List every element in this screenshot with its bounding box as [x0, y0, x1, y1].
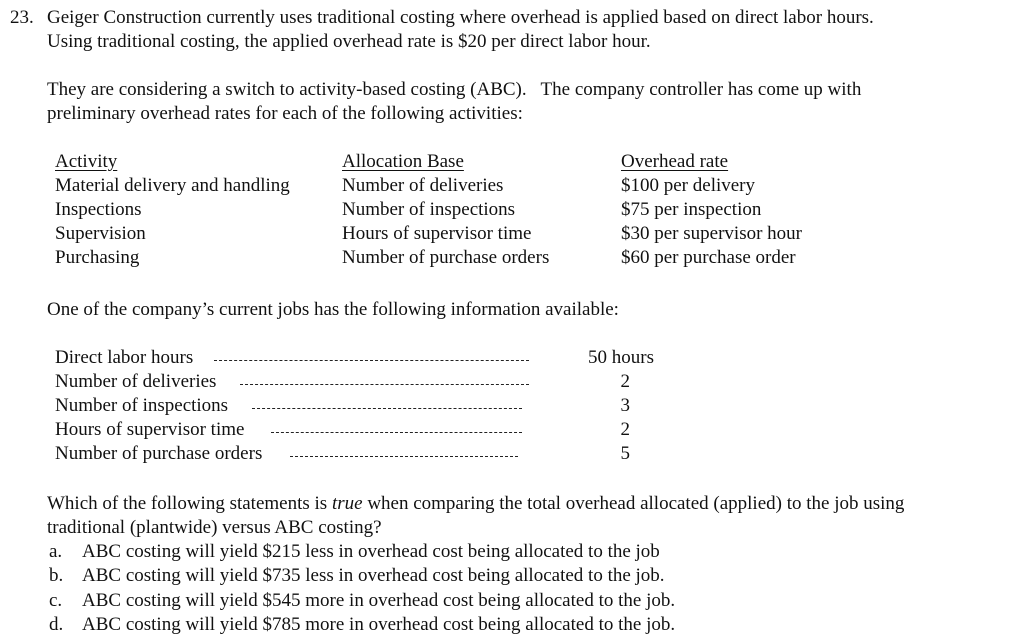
- dashed-leader: [240, 384, 529, 385]
- base-cell: Number of inspections: [342, 199, 516, 220]
- rate-cell: $100 per delivery: [621, 175, 756, 196]
- job-info-value: 2: [620, 419, 630, 440]
- base-cell: Number of deliveries: [342, 175, 504, 196]
- question-number: 23.: [10, 7, 34, 28]
- job-info-value: 5: [620, 443, 630, 464]
- prompt-text-part1: Which of the following statements is: [47, 493, 332, 514]
- job-info-label: Direct labor hours: [55, 347, 194, 368]
- header-overhead-rate: Overhead rate: [621, 151, 729, 172]
- dashed-leader: [214, 360, 529, 361]
- option-a[interactable]: ABC costing will yield $215 less in overhead cost being allocated to the job: [82, 541, 660, 562]
- prompt-line-1: [47, 492, 904, 516]
- option-letter: b.: [49, 565, 64, 586]
- rate-cell: $30 per supervisor hour: [621, 223, 802, 244]
- job-info-label: Number of inspections: [55, 395, 229, 416]
- intro-line-2: Using traditional costing, the applied overhead rate is $20 per direct labor hour.: [47, 31, 651, 52]
- job-info-value: 3: [620, 395, 630, 416]
- job-info-label: Hours of supervisor time: [55, 419, 245, 440]
- job-info-value: 2: [620, 371, 630, 392]
- prompt-emphasis: true: [331, 493, 363, 514]
- abc-line-1: They are considering a switch to activity-based costing (ABC). The company controller has come up with: [47, 79, 862, 100]
- job-info-label: Number of purchase orders: [55, 443, 263, 464]
- dashed-leader: [271, 432, 522, 433]
- option-letter: d.: [49, 614, 64, 635]
- activity-cell: Inspections: [55, 199, 142, 220]
- job-info-value: 50 hours: [588, 347, 654, 368]
- option-d[interactable]: ABC costing will yield $785 more in overhead cost being allocated to the job.: [82, 614, 676, 635]
- dashed-leader: [252, 408, 522, 409]
- base-cell: Hours of supervisor time: [342, 223, 532, 244]
- option-b[interactable]: ABC costing will yield $735 less in overhead cost being allocated to the job.: [82, 565, 665, 586]
- activity-cell: Purchasing: [55, 247, 140, 268]
- header-allocation-base: Allocation Base: [342, 151, 464, 172]
- option-letter: c.: [49, 590, 63, 611]
- prompt-text-part2: when comparing the total overhead allocated (applied) to the job using: [362, 493, 905, 514]
- intro-line-1: Geiger Construction currently uses traditional costing where overhead is applied based on direct labor hours.: [47, 7, 874, 28]
- abc-line-2: preliminary overhead rates for each of the following activities:: [47, 103, 523, 124]
- prompt-line-2: traditional (plantwide) versus ABC costing?: [47, 517, 382, 538]
- header-activity: Activity: [55, 151, 118, 172]
- activity-cell: Supervision: [55, 223, 146, 244]
- rate-cell: $60 per purchase order: [621, 247, 796, 268]
- job-info-label: Number of deliveries: [55, 371, 217, 392]
- option-c[interactable]: ABC costing will yield $545 more in overhead cost being allocated to the job.: [82, 590, 676, 611]
- base-cell: Number of purchase orders: [342, 247, 550, 268]
- activity-cell: Material delivery and handling: [55, 175, 290, 196]
- job-intro: One of the company’s current jobs has the following information available:: [47, 299, 619, 320]
- option-letter: a.: [49, 541, 63, 562]
- dashed-leader: [290, 456, 518, 457]
- rate-cell: $75 per inspection: [621, 199, 762, 220]
